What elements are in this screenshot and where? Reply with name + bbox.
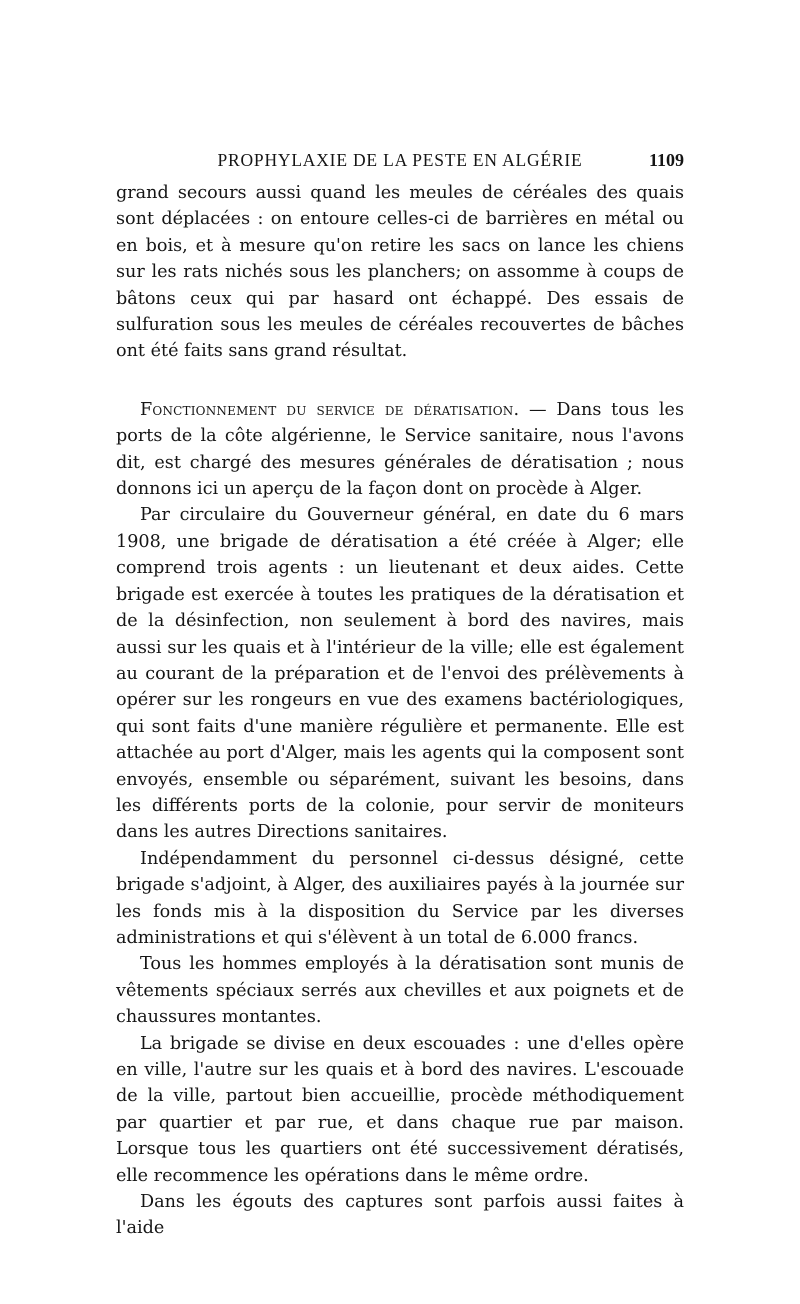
- paragraph-egouts: Dans les égouts des captures sont parfois aussi faites à l'aide: [116, 1192, 684, 1239]
- body-text: [116, 180, 684, 1242]
- paragraph-escouades: La brigade se divise en deux escouades : une d'elles opère en ville, l'autre sur les quais et à bord des navires. L'escouade de la ville, partout bien accueillie, procède méthodiquement par quartier et par rue, et dans chaque rue par maison. Lorsque tous les quartiers ont été successivement dératisés, elle recommence les opérations dans le même ordre.: [116, 1033, 684, 1186]
- paragraph-section-text: ports de la côte algérienne, le Service sanitaire, nous l'avons dit, est chargé des mesures générales de dératisation ; nous donnons ici un aperçu de la façon dont on procède à Alger.: [116, 426, 684, 500]
- paragraph-continuation: grand secours aussi quand les meules de céréales des quais sont déplacées : on entoure celles-ci de barrières en métal ou en bois, et à mesure qu'on retire les sacs on lance les chiens sur les rats nichés sous les planchers; on assomme à coups de bâtons ceux qui par hasard ont échappé. Des essais de sulfuration sous les meules de céréales recouvertes de bâches ont été faits sans grand résultat.: [116, 183, 684, 362]
- section-heading: Fonctionnement du service de dératisation.: [140, 399, 520, 420]
- page-number: 1109: [648, 150, 684, 170]
- running-title: PROPHYLAXIE DE LA PESTE EN ALGÉRIE: [217, 150, 583, 170]
- running-head: [116, 146, 684, 174]
- section-heading-suffix: — Dans tous les: [519, 399, 684, 420]
- paragraph-personnel: Indépendamment du personnel ci-dessus désigné, cette brigade s'adjoint, à Alger, des auxiliaires payés à la journée sur les fonds mis à la disposition du Service par les diverses administrations et qui s'élèvent à un total de 6.000 francs.: [116, 848, 684, 948]
- paragraph-section-start: [116, 397, 684, 503]
- paragraph-vetements: Tous les hommes employés à la dératisation sont munis de vêtements spéciaux serrés aux chevilles et aux poignets et de chaussures montantes.: [116, 954, 684, 1028]
- paragraph-circulaire: Par circulaire du Gouverneur général, en date du 6 mars 1908, une brigade de dératisation a été créée à Alger; elle comprend trois agents : un lieutenant et deux aides. Cette brigade est exercée à toutes les pratiques de la dératisation et de la désinfection, non seulement à bord des navires, mais aussi sur les quais et à l'intérieur de la ville; elle est également au courant de la préparation et de l'envoi des prélèvements à opérer sur les rongeurs en vue des examens bactériologiques, qui sont faits d'une manière régulière et permanente. Elle est attachée au port d'Alger, mais les agents qui la composent sont envoyés, ensemble ou séparément, suivant les besoins, dans les différents ports de la colonie, pour servir de moniteurs dans les autres Directions sanitaires.: [116, 505, 684, 843]
